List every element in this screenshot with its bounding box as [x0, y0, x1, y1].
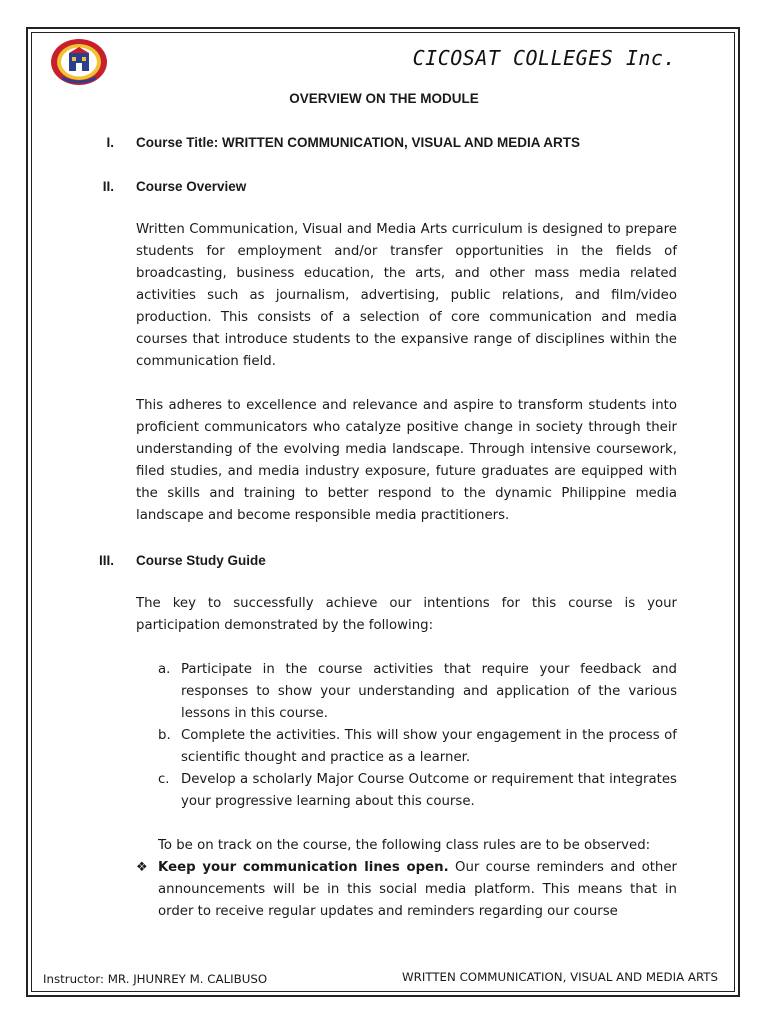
- list-item-text: Develop a scholarly Major Course Outcome or requirement that integrates your progressive learning about this course.: [181, 772, 677, 809]
- section-title: Course Overview: [136, 179, 247, 194]
- overview-paragraph: This adheres to excellence and relevance and aspire to transform students into proficient communicators who catalyze positive change in society through their understanding of the evolving media landscape. Through intensive coursework, filed studies, and media industry exposure, future graduates are equipped with the skills and training to better respond to the dynamic Philippine media landscape and become responsible media practitioners.: [136, 398, 677, 523]
- section-number: II.: [102, 179, 114, 194]
- footer-instructor: Instructor: MR. JHUNREY M. CALIBUSO: [43, 972, 268, 986]
- college-seal-icon: [50, 38, 108, 86]
- list-item: [158, 725, 677, 769]
- list-marker: b.: [158, 728, 171, 743]
- list-marker: a.: [158, 662, 171, 677]
- section-number: III.: [98, 553, 114, 568]
- rules-intro: To be on track on the course, the following class rules are to be observed:: [158, 838, 651, 853]
- diamond-bullet-icon: ❖: [136, 860, 148, 875]
- overview-paragraph: Written Communication, Visual and Media Arts curriculum is designed to prepare students for employment and/or transfer opportunities in the fields of broadcasting, business education, the arts, and other mass media related activities such as journalism, advertising, public relations, and film/video production. This consists of a selection of core communication and media courses that introduce students to the expansive range of disciplines within the communication field.: [136, 222, 677, 369]
- list-item-text: Participate in the course activities that require your feedback and responses to show your understanding and application of the various lessons in this course.: [181, 662, 677, 721]
- rule-item: [136, 857, 677, 923]
- school-name: CICOSAT COLLEGES Inc.: [412, 46, 676, 70]
- rule-text: Our course reminders and other announcements will be in this social media platform. This means that in order to receive regular updates and reminders regarding our course: [158, 860, 678, 919]
- list-item: [158, 769, 677, 813]
- participation-list: [158, 659, 677, 813]
- footer-course: WRITTEN COMMUNICATION, VISUAL AND MEDIA ARTS: [402, 970, 718, 984]
- list-marker: c.: [158, 772, 170, 787]
- section-title: Course Study Guide: [136, 553, 266, 568]
- rule-heading: Keep your communication lines open.: [158, 860, 449, 875]
- section-number: I.: [106, 135, 114, 150]
- section-title: Course Title: WRITTEN COMMUNICATION, VISUAL AND MEDIA ARTS: [136, 135, 580, 150]
- list-item-text: Complete the activities. This will show your engagement in the process of scientific thought and practice as a learner.: [181, 728, 677, 765]
- list-item: [158, 659, 677, 725]
- study-guide-intro: The key to successfully achieve our intentions for this course is your participation demonstrated by the following:: [136, 596, 677, 633]
- module-heading: OVERVIEW ON THE MODULE: [289, 91, 479, 106]
